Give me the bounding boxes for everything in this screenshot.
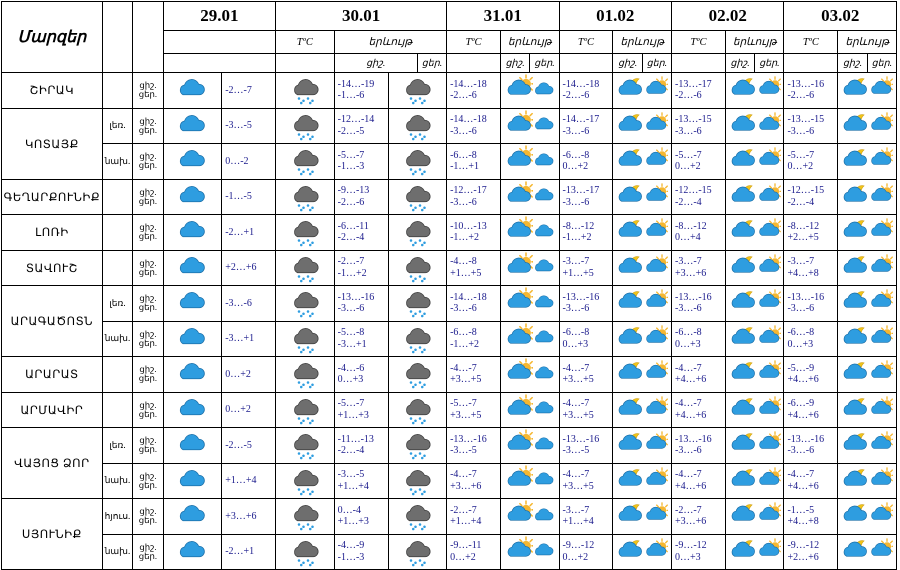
sky-cell-4 bbox=[838, 321, 897, 357]
icon-cell-29 bbox=[163, 144, 222, 180]
temp-cell-2: -4…-7 +3…+5 bbox=[559, 463, 613, 499]
daynight-labels: ցիշ. ցեր. bbox=[133, 179, 163, 215]
sky-cell-3 bbox=[725, 250, 784, 286]
sky-cell-1 bbox=[500, 534, 559, 570]
temp-cell-3: -3…-7 +3…+6 bbox=[671, 250, 725, 286]
temp-cell-4: -6…-8 0…+3 bbox=[784, 321, 838, 357]
sky-cell-2 bbox=[613, 321, 672, 357]
icon-cell-29 bbox=[163, 108, 222, 144]
temp-cell-1: -13…-16 -3…-5 bbox=[447, 428, 501, 464]
date-header-5: 03.02 bbox=[784, 2, 897, 31]
temp-cell-1: -4…-7 +3…+5 bbox=[447, 357, 501, 393]
region-label: ՍՅՈՒՆԻՔ bbox=[2, 499, 103, 570]
sky-cell-4 bbox=[838, 250, 897, 286]
temp-cell-1: -10…-13 -1…+2 bbox=[447, 215, 501, 251]
sky-cell-2 bbox=[613, 144, 672, 180]
daynight-labels: ցիշ. ցեր. bbox=[133, 499, 163, 535]
sky-cell-4 bbox=[838, 428, 897, 464]
temp-cell-4: -5…-9 +4…+6 bbox=[784, 357, 838, 393]
temp-header-3: TºC bbox=[559, 31, 613, 54]
temp-cell-3: -5…-7 0…+2 bbox=[671, 144, 725, 180]
sky-cell-4 bbox=[838, 215, 897, 251]
table-header bbox=[2, 2, 897, 73]
temp-cell-4: -3…-7 +4…+8 bbox=[784, 250, 838, 286]
icon-cell-29 bbox=[163, 463, 222, 499]
day-header-4: ցիշ. bbox=[725, 54, 754, 73]
sky-cell-1 bbox=[500, 321, 559, 357]
day-header-1: ցիշ. bbox=[334, 54, 417, 73]
subregion-label: նախ. bbox=[102, 463, 132, 499]
sky-cell-3 bbox=[725, 357, 784, 393]
temp-cell-1: -2…-7 +1…+4 bbox=[447, 499, 501, 535]
sky-cell-3 bbox=[725, 321, 784, 357]
sky-cell-1 bbox=[500, 73, 559, 109]
table-body bbox=[2, 73, 897, 570]
date-header-2: 31.01 bbox=[447, 2, 559, 31]
icon-cell-29 bbox=[163, 250, 222, 286]
subregion-label bbox=[102, 215, 132, 251]
sky-cell-30 bbox=[388, 286, 447, 322]
sky-cell-30 bbox=[388, 499, 447, 535]
temp-cell-2: -6…-8 0…+2 bbox=[559, 144, 613, 180]
temp-cell-30: -5…-7 -1…-3 bbox=[334, 144, 388, 180]
daynight-labels: ցիշ. ցեր. bbox=[133, 144, 163, 180]
temp-cell-1: -5…-7 +3…+5 bbox=[447, 392, 501, 428]
table-row bbox=[2, 321, 897, 357]
table-row bbox=[2, 250, 897, 286]
sky-cell-4 bbox=[838, 108, 897, 144]
daynight-labels: ցիշ. ցեր. bbox=[133, 108, 163, 144]
icon-cell-29 bbox=[163, 286, 222, 322]
temp-header-4: TºC bbox=[671, 31, 725, 54]
temp-cell-4: -12…-15 -2…-4 bbox=[784, 179, 838, 215]
sky-cell-3 bbox=[725, 534, 784, 570]
temp-cell-4: -9…-12 +2…+6 bbox=[784, 534, 838, 570]
temp-cell-3: -9…-12 0…+3 bbox=[671, 534, 725, 570]
temp-header-1: TºC bbox=[276, 31, 335, 54]
sky-cell-4 bbox=[838, 392, 897, 428]
temp-cell-1: -14…-18 -2…-6 bbox=[447, 73, 501, 109]
sky-header-2: երևույթ bbox=[500, 31, 559, 54]
sky-cell-3 bbox=[725, 286, 784, 322]
night-header-5: ցեր. bbox=[867, 54, 896, 73]
sky-header-4: երևույթ bbox=[725, 31, 784, 54]
temp-cell-29: +3…+6 bbox=[222, 499, 276, 535]
temp-header-2: TºC bbox=[447, 31, 501, 54]
day-header-2: ցիշ. bbox=[500, 54, 529, 73]
sky-cell-1 bbox=[500, 392, 559, 428]
icon-cell-30 bbox=[276, 321, 335, 357]
temp-cell-4: -13…-16 -3…-6 bbox=[784, 428, 838, 464]
region-label: ԿՈՏԱՅՔ bbox=[2, 108, 103, 179]
night-header-3: ցեր. bbox=[642, 54, 671, 73]
sky-cell-1 bbox=[500, 250, 559, 286]
temp-cell-3: -4…-7 +4…+6 bbox=[671, 392, 725, 428]
temp-cell-2: -9…-12 0…+2 bbox=[559, 534, 613, 570]
sky-header-3: երևույթ bbox=[613, 31, 672, 54]
temp-cell-2: -4…-7 +3…+5 bbox=[559, 357, 613, 393]
temp-cell-3: -13…-15 -3…-6 bbox=[671, 108, 725, 144]
table-row bbox=[2, 428, 897, 464]
table-row bbox=[2, 463, 897, 499]
temp-cell-30: -4…-6 0…+3 bbox=[334, 357, 388, 393]
sky-cell-1 bbox=[500, 428, 559, 464]
daynight-labels: ցիշ. ցեր. bbox=[133, 392, 163, 428]
temp-cell-30: 0…-4 +1…+3 bbox=[334, 499, 388, 535]
temp-cell-1: -14…-18 -3…-6 bbox=[447, 286, 501, 322]
sky-cell-2 bbox=[613, 428, 672, 464]
sky-cell-30 bbox=[388, 392, 447, 428]
temp-cell-30: -13…-16 -3…-6 bbox=[334, 286, 388, 322]
temp-cell-3: -8…-12 0…+4 bbox=[671, 215, 725, 251]
table-row bbox=[2, 499, 897, 535]
corner-label: Մարզեր bbox=[2, 2, 103, 73]
sky-header-1: երևույթ bbox=[334, 31, 446, 54]
temp-cell-30: -14…-19 -1…-6 bbox=[334, 73, 388, 109]
region-label: ԼՈՌԻ bbox=[2, 215, 103, 251]
temp-cell-29: -3…-5 bbox=[222, 108, 276, 144]
icon-cell-29 bbox=[163, 428, 222, 464]
forecast-table bbox=[1, 1, 897, 570]
temp-cell-3: -4…-7 +4…+6 bbox=[671, 463, 725, 499]
temp-cell-29: -3…-6 bbox=[222, 286, 276, 322]
night-header-1: ցեր. bbox=[417, 54, 446, 73]
sky-cell-3 bbox=[725, 108, 784, 144]
icon-cell-30 bbox=[276, 392, 335, 428]
sky-cell-4 bbox=[838, 534, 897, 570]
table-row bbox=[2, 73, 897, 109]
temp-cell-3: -12…-15 -2…-4 bbox=[671, 179, 725, 215]
sky-cell-1 bbox=[500, 499, 559, 535]
icon-cell-30 bbox=[276, 534, 335, 570]
region-label: ԳԵՂԱՐՔՈՒՆԻՔ bbox=[2, 179, 103, 215]
sky-cell-1 bbox=[500, 144, 559, 180]
subregion-label bbox=[102, 357, 132, 393]
temp-cell-3: -13…-16 -3…-6 bbox=[671, 428, 725, 464]
daynight-labels: ցիշ. ցեր. bbox=[133, 215, 163, 251]
table-row bbox=[2, 144, 897, 180]
sky-cell-1 bbox=[500, 463, 559, 499]
icon-cell-29 bbox=[163, 357, 222, 393]
sky-cell-3 bbox=[725, 499, 784, 535]
temp-cell-29: -3…+1 bbox=[222, 321, 276, 357]
icon-cell-30 bbox=[276, 357, 335, 393]
daynight-labels: ցիշ. ցեր. bbox=[133, 428, 163, 464]
icon-cell-29 bbox=[163, 179, 222, 215]
sky-cell-2 bbox=[613, 215, 672, 251]
temp-cell-2: -13…-16 -3…-5 bbox=[559, 428, 613, 464]
night-header-2: ցեր. bbox=[530, 54, 559, 73]
icon-cell-29 bbox=[163, 392, 222, 428]
subregion-label: նախ. bbox=[102, 321, 132, 357]
sky-cell-3 bbox=[725, 179, 784, 215]
sky-cell-4 bbox=[838, 286, 897, 322]
temp-cell-30: -6…-11 -2…-4 bbox=[334, 215, 388, 251]
table-row bbox=[2, 534, 897, 570]
temp-cell-2: -14…-17 -3…-6 bbox=[559, 108, 613, 144]
sky-cell-2 bbox=[613, 108, 672, 144]
sky-cell-30 bbox=[388, 357, 447, 393]
daynight-labels: ցիշ. ցեր. bbox=[133, 357, 163, 393]
icon-cell-30 bbox=[276, 286, 335, 322]
temp-cell-30: -5…-8 -3…+1 bbox=[334, 321, 388, 357]
temp-cell-30: -5…-7 +1…+3 bbox=[334, 392, 388, 428]
temp-cell-29: -2…+1 bbox=[222, 215, 276, 251]
temp-cell-29: -2…-5 bbox=[222, 428, 276, 464]
table-row bbox=[2, 286, 897, 322]
sky-cell-2 bbox=[613, 73, 672, 109]
sky-cell-1 bbox=[500, 286, 559, 322]
day-header-5: ցիշ. bbox=[838, 54, 867, 73]
temp-cell-2: -14…-18 -2…-6 bbox=[559, 73, 613, 109]
sky-cell-4 bbox=[838, 499, 897, 535]
temp-cell-30: -2…-7 -1…+2 bbox=[334, 250, 388, 286]
sky-cell-30 bbox=[388, 250, 447, 286]
sky-cell-1 bbox=[500, 357, 559, 393]
temp-cell-4: -5…-7 0…+2 bbox=[784, 144, 838, 180]
sky-cell-2 bbox=[613, 286, 672, 322]
subregion-label: նախ. bbox=[102, 144, 132, 180]
sky-header-5: երևույթ bbox=[838, 31, 897, 54]
sky-cell-1 bbox=[500, 179, 559, 215]
temp-cell-1: -4…-8 +1…+5 bbox=[447, 250, 501, 286]
date-header-4: 02.02 bbox=[671, 2, 783, 31]
subregion-label bbox=[102, 250, 132, 286]
icon-cell-30 bbox=[276, 463, 335, 499]
temp-cell-30: -11…-13 -2…-4 bbox=[334, 428, 388, 464]
temp-cell-3: -6…-8 0…+3 bbox=[671, 321, 725, 357]
sky-cell-4 bbox=[838, 463, 897, 499]
temp-cell-3: -2…-7 +3…+6 bbox=[671, 499, 725, 535]
subregion-label bbox=[102, 179, 132, 215]
subregion-label: լեռ. bbox=[102, 286, 132, 322]
sky-cell-3 bbox=[725, 428, 784, 464]
temp-cell-2: -3…-7 +1…+4 bbox=[559, 499, 613, 535]
icon-cell-29 bbox=[163, 534, 222, 570]
temp-cell-2: -3…-7 +1…+5 bbox=[559, 250, 613, 286]
icon-cell-30 bbox=[276, 108, 335, 144]
sky-cell-2 bbox=[613, 179, 672, 215]
subregion-label bbox=[102, 73, 132, 109]
temp-cell-1: -6…-8 -1…+1 bbox=[447, 144, 501, 180]
sky-cell-4 bbox=[838, 179, 897, 215]
sky-cell-3 bbox=[725, 463, 784, 499]
sky-cell-30 bbox=[388, 321, 447, 357]
date-header-3: 01.02 bbox=[559, 2, 671, 31]
sky-cell-30 bbox=[388, 215, 447, 251]
temp-cell-30: -3…-5 +1…+4 bbox=[334, 463, 388, 499]
sky-cell-30 bbox=[388, 108, 447, 144]
icon-cell-30 bbox=[276, 250, 335, 286]
sky-cell-4 bbox=[838, 73, 897, 109]
table-row bbox=[2, 215, 897, 251]
date-header-1: 30.01 bbox=[276, 2, 447, 31]
sky-cell-30 bbox=[388, 73, 447, 109]
temp-cell-3: -13…-16 -3…-6 bbox=[671, 286, 725, 322]
temp-cell-29: +1…+4 bbox=[222, 463, 276, 499]
sky-cell-3 bbox=[725, 392, 784, 428]
region-label: ԱՐԱԳԱԾՈՏՆ bbox=[2, 286, 103, 357]
temp-cell-1: -6…-8 -1…+2 bbox=[447, 321, 501, 357]
sky-cell-30 bbox=[388, 428, 447, 464]
sky-cell-3 bbox=[725, 144, 784, 180]
temp-cell-29: -1…-5 bbox=[222, 179, 276, 215]
region-label: ՏԱՎՈՒՇ bbox=[2, 250, 103, 286]
sky-cell-3 bbox=[725, 73, 784, 109]
table-row bbox=[2, 108, 897, 144]
temp-cell-29: +2…+6 bbox=[222, 250, 276, 286]
sky-cell-2 bbox=[613, 534, 672, 570]
temp-cell-2: -6…-8 0…+3 bbox=[559, 321, 613, 357]
sky-cell-30 bbox=[388, 534, 447, 570]
icon-cell-29 bbox=[163, 499, 222, 535]
temp-cell-3: -4…-7 +4…+6 bbox=[671, 357, 725, 393]
sky-cell-30 bbox=[388, 463, 447, 499]
temp-cell-29: -2…-7 bbox=[222, 73, 276, 109]
icon-cell-30 bbox=[276, 179, 335, 215]
daynight-labels: ցիշ. ցեր. bbox=[133, 321, 163, 357]
sky-cell-2 bbox=[613, 392, 672, 428]
icon-cell-30 bbox=[276, 428, 335, 464]
temp-cell-2: -8…-12 -1…+2 bbox=[559, 215, 613, 251]
temp-cell-29: 0…+2 bbox=[222, 392, 276, 428]
subregion-label: նախ. bbox=[102, 534, 132, 570]
temp-cell-2: -13…-16 -3…-6 bbox=[559, 286, 613, 322]
temp-cell-29: -2…+1 bbox=[222, 534, 276, 570]
table-row bbox=[2, 357, 897, 393]
temp-cell-1: -9…-11 0…+2 bbox=[447, 534, 501, 570]
table-row bbox=[2, 179, 897, 215]
sky-cell-4 bbox=[838, 357, 897, 393]
sky-cell-4 bbox=[838, 144, 897, 180]
temp-cell-1: -4…-7 +3…+6 bbox=[447, 463, 501, 499]
date-header-0: 29.01 bbox=[163, 2, 275, 31]
sky-cell-3 bbox=[725, 215, 784, 251]
temp-cell-29: 0…+2 bbox=[222, 357, 276, 393]
sky-cell-30 bbox=[388, 144, 447, 180]
subregion-label: լեռ. bbox=[102, 428, 132, 464]
temp-cell-4: -6…-9 +4…+6 bbox=[784, 392, 838, 428]
temp-cell-1: -12…-17 -3…-6 bbox=[447, 179, 501, 215]
icon-cell-30 bbox=[276, 215, 335, 251]
icon-cell-29 bbox=[163, 215, 222, 251]
sky-cell-1 bbox=[500, 215, 559, 251]
daynight-labels: ցիշ. ցեր. bbox=[133, 250, 163, 286]
daynight-labels: ցիշ. ցեր. bbox=[133, 534, 163, 570]
temp-cell-30: -12…-14 -2…-5 bbox=[334, 108, 388, 144]
sky-cell-2 bbox=[613, 250, 672, 286]
temp-cell-29: 0…-2 bbox=[222, 144, 276, 180]
temp-cell-4: -4…-7 +4…+6 bbox=[784, 463, 838, 499]
sky-cell-2 bbox=[613, 463, 672, 499]
temp-cell-4: -1…-5 +4…+8 bbox=[784, 499, 838, 535]
temp-cell-3: -13…-17 -2…-6 bbox=[671, 73, 725, 109]
icon-cell-29 bbox=[163, 321, 222, 357]
temp-cell-1: -14…-18 -3…-6 bbox=[447, 108, 501, 144]
subregion-label: լեռ. bbox=[102, 108, 132, 144]
sky-cell-1 bbox=[500, 108, 559, 144]
icon-cell-30 bbox=[276, 73, 335, 109]
sky-cell-2 bbox=[613, 499, 672, 535]
day-header-3: ցիշ. bbox=[613, 54, 642, 73]
subregion-label bbox=[102, 392, 132, 428]
temp-cell-4: -8…-12 +2…+5 bbox=[784, 215, 838, 251]
temp-cell-30: -9…-13 -2…-6 bbox=[334, 179, 388, 215]
icon-cell-30 bbox=[276, 144, 335, 180]
subregion-label: հյուս. bbox=[102, 499, 132, 535]
temp-cell-30: -4…-9 -1…-3 bbox=[334, 534, 388, 570]
icon-cell-29 bbox=[163, 73, 222, 109]
table-row bbox=[2, 392, 897, 428]
temp-header-5: TºC bbox=[784, 31, 838, 54]
temp-cell-2: -4…-7 +3…+5 bbox=[559, 392, 613, 428]
region-label: ԱՐՄԱՎԻՐ bbox=[2, 392, 103, 428]
temp-cell-4: -13…-16 -3…-6 bbox=[784, 286, 838, 322]
temp-cell-4: -13…-15 -3…-6 bbox=[784, 108, 838, 144]
icon-cell-30 bbox=[276, 499, 335, 535]
night-header-4: ցեր. bbox=[755, 54, 784, 73]
daynight-labels: ցիշ. ցեր. bbox=[133, 286, 163, 322]
sky-cell-30 bbox=[388, 179, 447, 215]
region-label: ՇԻՐԱԿ bbox=[2, 73, 103, 109]
daynight-labels: ցիշ. ցեր. bbox=[133, 73, 163, 109]
region-label: ՎԱՅՈՑ ՁՈՐ bbox=[2, 428, 103, 499]
temp-cell-2: -13…-17 -3…-6 bbox=[559, 179, 613, 215]
sky-cell-2 bbox=[613, 357, 672, 393]
temp-cell-4: -13…-16 -2…-6 bbox=[784, 73, 838, 109]
daynight-labels: ցիշ. ցեր. bbox=[133, 463, 163, 499]
region-label: ԱՐԱՐԱՏ bbox=[2, 357, 103, 393]
